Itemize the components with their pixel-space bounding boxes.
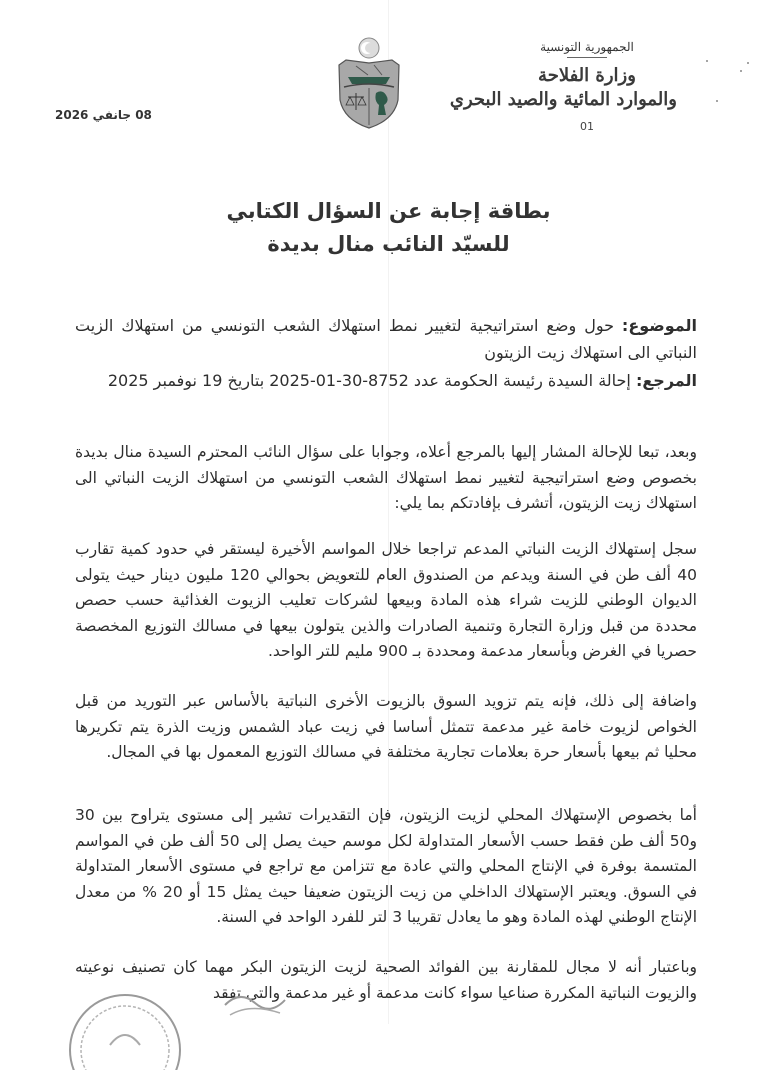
subject-text: حول وضع استراتيجية لتغيير نمط استهلاك الشعب التونسي من استهلاك الزيت النباتي الى استهلاك زيت الزيتون — [75, 316, 697, 362]
subject-block — [75, 312, 697, 366]
paragraph-vegetable-oil: سجل إستهلاك الزيت النباتي المدعم تراجعا خلال المواسم الأخيرة ليستقر في حدود كمية تقارب 40 ألف طن في السنة ويدعم من الصندوق العام للتعويض بحوالي 120 مليون دينار حيث يتولى الديوان الوطني للزيت شراء هذه المادة وبيعها لشركات تعليب الزيوت الغذائية حسب حصص محددة من قبل وزارة التجارة وتنمية الصادرات والذين يتولون بيعها في مسالك التوزيع المخصصة حصريا في الغرض وبأسعار مدعمة ومحددة بـ 900 مليم للتر الواحد. — [75, 540, 697, 660]
title-line1: بطاقة إجابة عن السؤال الكتابي — [226, 199, 551, 223]
subject-label: الموضوع: — [621, 316, 697, 335]
reference-label: المرجع: — [635, 371, 697, 390]
paragraph-health-benefits: وباعتبار أنه لا مجال للمقارنة بين الفوائد الصحية لزيت الزيتون البكر مهما كان تصنيف نوعيته والزيوت النباتية المكررة صناعيا سواء كانت مدعمة أو غير مدعمة والتي تفقد — [75, 958, 697, 1002]
paragraph-market-supply: واضافة إلى ذلك، فإنه يتم تزويد السوق بالزيوت الأخرى النباتية بالأساس عبر التوريد من قبل الخواص لزيوت خامة غير مدعمة تتمثل أساسا في زيت عباد الشمس وزيت الذرة يتم تكريرها محليا ثم بيعها بأسعار حرة بعلامات تجارية مختلفة في مسالك التوزيع المعمول بها في المجال. — [75, 692, 697, 761]
republic-label: الجمهورية التونسية — [540, 40, 634, 54]
reference-block — [75, 367, 697, 394]
document-date: 08 جانفي 2026 — [55, 108, 152, 122]
paragraph-intro: وبعد، تبعا للإحالة المشار إليها بالمرجع أعلاه، وجوابا على سؤال النائب المحترم السيدة منال بديدة بخصوص وضع استراتيجية لتغيير نمط استهلاك الشعب التونسي من استهلاك الزيت النباتي الى استهلاك زيت الزيتون، أتشرف بإفادتكم بما يلي: — [75, 443, 697, 512]
paragraph-olive-oil-consumption: أما بخصوص الإستهلاك المحلي لزيت الزيتون، فإن التقديرات تشير إلى مستوى يتراوح بين 30 و50 ألف طن فقط حسب الأسعار المتداولة لكل موسم حيث يصل إلى 50 ألف طن في المواسم المتسمة بوفرة في الإنتاج المحلي والتي عادة مع تتزامن مع تراجع في مستوى الأسعار المتداولة في السوق. ويعتبر الإستهلاك الداخلي من زيت الزيتون ضعيفا حيث يمثل 15 أو 20 % من معدل الإنتاج الوطني لهذه المادة وهو ما يعادل تقريبا 3 لتر للفرد الواحد في السنة. — [75, 806, 697, 926]
official-stamp-icon — [65, 990, 185, 1070]
ministry-name-line2: والموارد المائية والصيد البحري — [449, 89, 677, 110]
title-line2: للسيّد النائب منال بديدة — [267, 232, 510, 256]
reference-text: إحالة السيدة رئيسة الحكومة عدد 8752-30-01-2025 بتاريخ 19 نوفمبر 2025 — [107, 371, 631, 390]
ministry-name-line1: وزارة الفلاحة — [538, 65, 636, 86]
signature-stamp-icon — [220, 985, 290, 1025]
office-number: 01 — [580, 120, 594, 133]
header-divider — [567, 57, 607, 58]
coat-of-arms-icon — [334, 35, 404, 130]
ministry-header — [449, 40, 677, 133]
document-title — [0, 195, 777, 261]
